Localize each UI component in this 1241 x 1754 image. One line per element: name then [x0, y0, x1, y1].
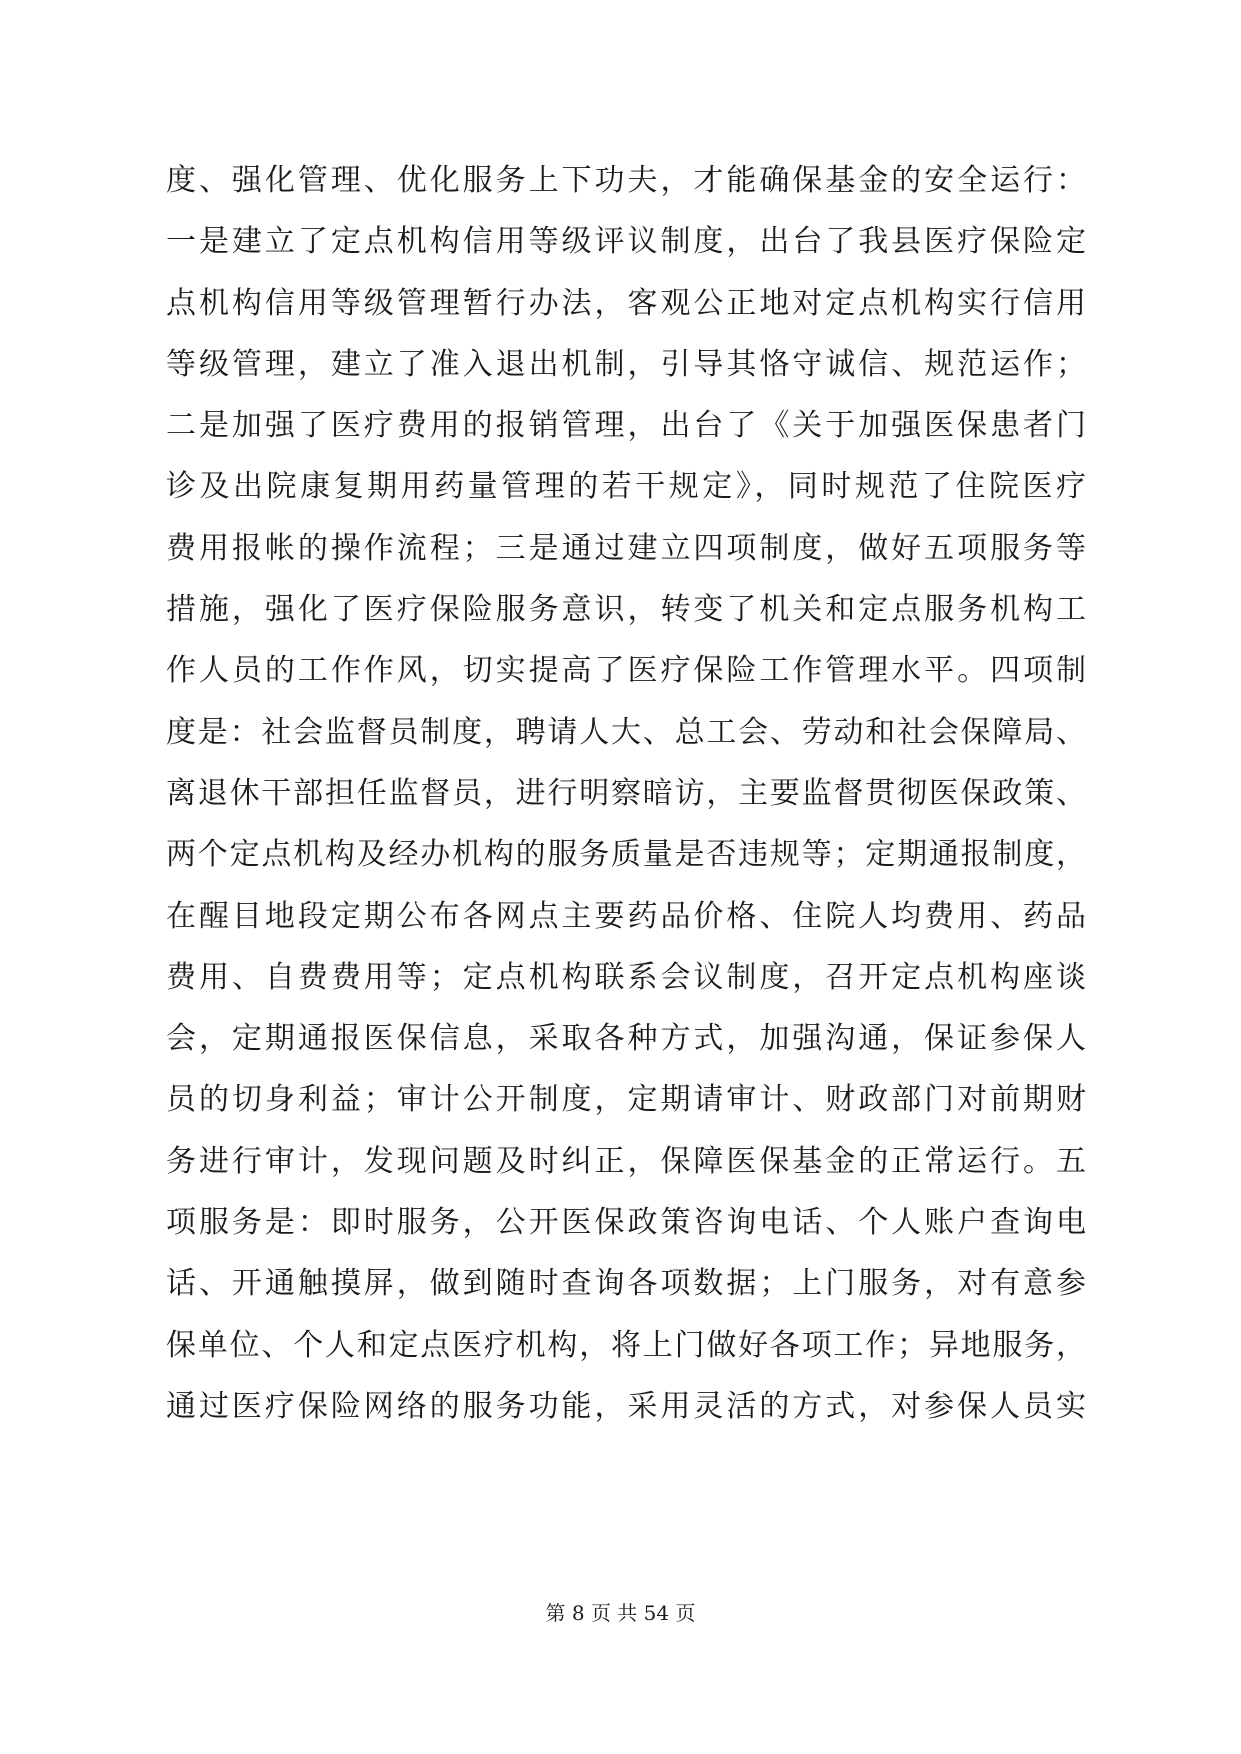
text-line-13: 在醒目地段定期公布各网点主要药品价格、住院人均费用、药品	[166, 898, 1086, 934]
text-line-14: 费用、自费费用等；定点机构联系会议制度，召开定点机构座谈	[166, 959, 1086, 995]
text-line-10: 度是：社会监督员制度，聘请人大、总工会、劳动和社会保障局、	[166, 714, 1086, 750]
text-line-1: 度、强化管理、优化服务上下功夫，才能确保基金的安全运行：	[166, 163, 1086, 198]
text-line-3: 点机构信用等级管理暂行办法，客观公正地对定点机构实行信用	[166, 285, 1086, 321]
text-line-6: 诊及出院康复期用药量管理的若干规定》，同时规范了住院医疗	[166, 469, 1086, 505]
text-line-16: 员的切身利益；审计公开制度，定期请审计、财政部门对前期财	[166, 1082, 1086, 1118]
text-line-19: 话、开通触摸屏，做到随时查询各项数据；上门服务，对有意参	[166, 1266, 1086, 1302]
text-line-9: 作人员的工作作风，切实提高了医疗保险工作管理水平。四项制	[166, 653, 1086, 689]
page-number-footer: 第 8 页 共 54 页	[545, 1601, 696, 1625]
body-text	[166, 150, 1086, 1437]
text-line-5: 二是加强了医疗费用的报销管理，出台了《关于加强医保患者门	[166, 408, 1086, 444]
text-line-21: 通过医疗保险网络的服务功能，采用灵活的方式，对参保人员实	[166, 1388, 1086, 1424]
text-line-2: 一是建立了定点机构信用等级评议制度，出台了我县医疗保险定	[166, 224, 1086, 260]
text-line-18: 项服务是：即时服务，公开医保政策咨询电话、个人账户查询电	[166, 1205, 1086, 1241]
text-line-15: 会，定期通报医保信息，采取各种方式，加强沟通，保证参保人	[166, 1021, 1086, 1057]
text-line-20: 保单位、个人和定点医疗机构，将上门做好各项工作；异地服务，	[166, 1327, 1086, 1363]
text-line-4: 等级管理，建立了准入退出机制，引导其恪守诚信、规范运作；	[166, 346, 1086, 382]
text-line-7: 费用报帐的操作流程；三是通过建立四项制度，做好五项服务等	[166, 530, 1086, 566]
text-line-12: 两个定点机构及经办机构的服务质量是否违规等；定期通报制度，	[166, 837, 1086, 873]
text-line-17: 务进行审计，发现问题及时纠正，保障医保基金的正常运行。五	[166, 1143, 1086, 1179]
text-line-11: 离退休干部担任监督员，进行明察暗访，主要监督贯彻医保政策、	[166, 775, 1086, 811]
text-line-8: 措施，强化了医疗保险服务意识，转变了机关和定点服务机构工	[166, 592, 1086, 628]
